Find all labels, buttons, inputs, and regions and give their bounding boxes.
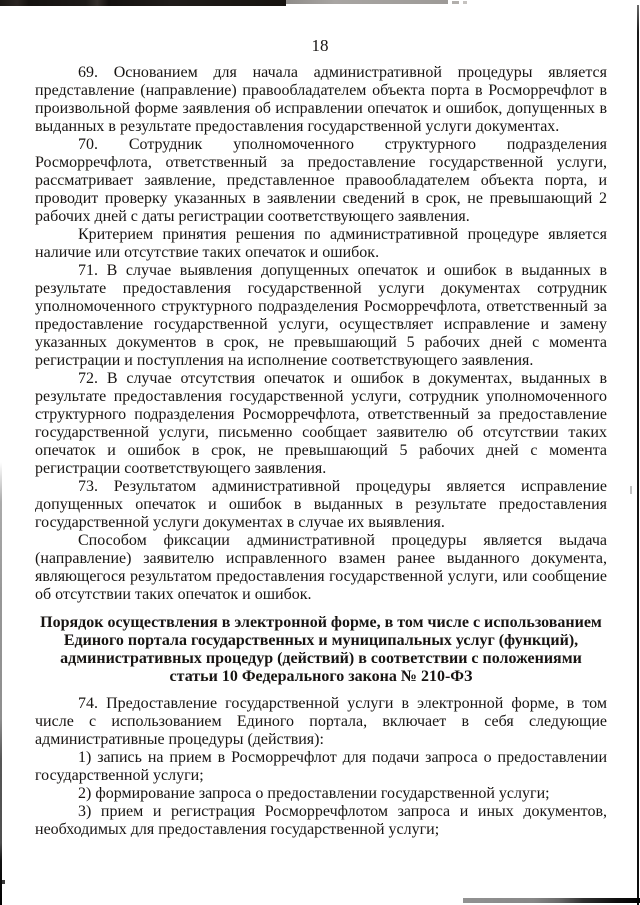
paragraph-fixation-method: Способом фиксации административной процедуры является выдача (направление) заявителю исправленного взамен ранее выданного документа, являющегося результатом предоставления государственной услуги, или сообщение об отсутствии таких опечаток и ошибок. xyxy=(35,532,607,603)
paragraph-70: 70. Сотрудник уполномоченного структурного подразделения Росморречфлота, ответственный за предоставление государственной услуги, рассматривает заявление, представленное правообладателем объекта порта, и проводит проверку указанных в заявлении сведений в срок, не превышающий 2 рабочих дней с даты регистрации соответствующего заявления. xyxy=(35,136,607,225)
document-body xyxy=(35,64,607,839)
section-heading xyxy=(35,614,607,686)
section-heading-line: административных процедур (действий) в соответствии с положениями xyxy=(60,650,582,667)
scan-artifact-left-edge-line xyxy=(0,462,2,905)
paragraph-74: 74. Предоставление государственной услуги в электронной форме, в том числе с использованием Единого портала, включает в себя следующие административные процедуры (действия): xyxy=(35,695,607,748)
scan-artifact-top-dash xyxy=(463,1,467,4)
paragraph-72: 72. В случае отсутствия опечаток и ошибок в документах, выданных в результате предоставления государственной услуги, сотрудник уполномоченного структурного подразделения Росморречфлота, ответственный за предоставление государственной услуги, письменно сообщает заявителю об отсутствии таких опечаток и ошибок в срок, не превышающий 5 рабочих дней с момента регистрации соответствующего заявления. xyxy=(35,370,607,477)
scan-artifact-top-dash xyxy=(452,1,459,4)
page-number: 18 xyxy=(311,36,329,55)
section-heading-line: Порядок осуществления в электронной форме, в том числе с использованием xyxy=(40,614,602,631)
paragraph-71: 71. В случае выявления допущенных опечаток и ошибок в выданных в результате предоставления государственной услуги документах сотрудник уполномоченного структурного подразделения Росморречфлота, ответственный за предоставление государственной услуги, осуществляет исправление и замену указанных документов в срок, не превышающий 5 рабочих дней с момента регистрации и поступления на исполнение соответствующего заявления. xyxy=(35,262,607,369)
paragraph-69: 69. Основанием для начала административной процедуры является представление (направление) правообладателем объекта порта в Росморречфлот в произвольной форме заявления об исправлении опечаток и ошибок, допущенных в выданных в результате предоставления государственной услуги документах. xyxy=(35,64,607,135)
paragraph-criterion: Критерием принятия решения по административной процедуре является наличие или отсутствие таких опечаток и ошибок. xyxy=(35,226,607,261)
scan-artifact-left-dash xyxy=(2,880,5,884)
list-item-2: 2) формирование запроса о предоставлении государственной услуги; xyxy=(78,785,550,802)
list-item-1: 1) запись на прием в Росморречфлот для подачи запроса о предоставлении государственной услуги; xyxy=(35,749,607,784)
scan-artifact-right-dash xyxy=(630,486,632,494)
section-heading-line: Единого портала государственных и муниципальных услуг (функций), xyxy=(63,632,579,649)
scan-artifact-right-edge-line xyxy=(637,5,639,905)
section-heading-line: статьи 10 Федерального закона № 210-ФЗ xyxy=(169,668,473,685)
paragraph-73: 73. Результатом административной процедуры является исправление допущенных опечаток и ошибок в выданных в результате предоставления государственной услуги документах в случае их выявления. xyxy=(35,478,607,531)
scan-artifact-top-bar-gray xyxy=(286,0,448,4)
scan-artifact-bottom-bar xyxy=(463,898,640,903)
list-item-3: 3) прием и регистрация Росморречфлотом запроса и иных документов, необходимых для предоставления государственной услуги; xyxy=(35,803,607,838)
scan-artifact-top-bar-dark xyxy=(0,0,286,6)
